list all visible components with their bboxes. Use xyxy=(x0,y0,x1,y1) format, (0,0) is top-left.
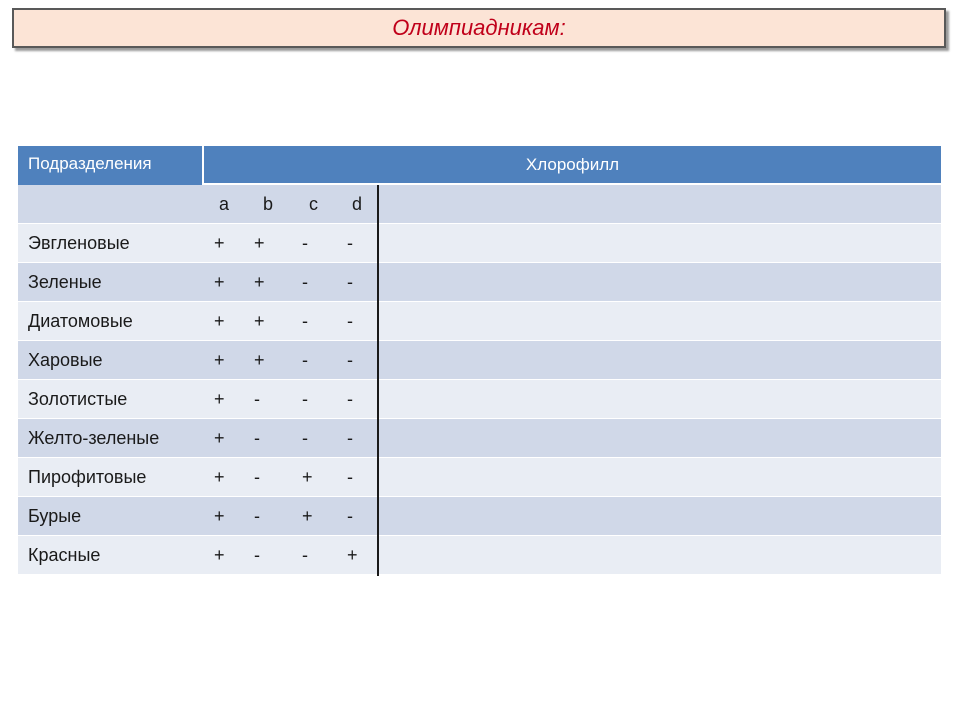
header-divisions: Подразделения xyxy=(18,146,202,223)
chlorophyll-c-value: - xyxy=(302,311,308,331)
division-name: Бурые xyxy=(28,506,82,526)
chlorophyll-b-value: - xyxy=(254,428,260,448)
empty-cell xyxy=(379,263,941,301)
chlorophyll-c-value: - xyxy=(302,350,308,370)
chlorophyll-b-value: - xyxy=(254,389,260,409)
chlorophyll-a-value: + xyxy=(214,350,225,370)
table-row xyxy=(18,458,941,496)
division-name: Зеленые xyxy=(28,272,102,292)
division-name: Красные xyxy=(28,545,101,565)
chlorophyll-d-value: - xyxy=(347,311,353,331)
chlorophyll-b-value: + xyxy=(254,233,265,253)
empty-cell xyxy=(379,536,941,574)
table-row xyxy=(18,302,941,340)
chlorophyll-c-value: - xyxy=(302,545,308,565)
chlorophyll-a-value: + xyxy=(214,428,225,448)
subheader-d: d xyxy=(351,194,362,214)
chlorophyll-d-value: + xyxy=(347,545,358,565)
empty-cell xyxy=(379,380,941,418)
chlorophyll-c-value: - xyxy=(302,428,308,448)
chlorophyll-b-value: + xyxy=(254,272,265,292)
table-row xyxy=(18,536,941,574)
chlorophyll-d-value: - xyxy=(347,272,353,292)
chlorophyll-c-value: + xyxy=(302,467,313,487)
slide-title: Олимпиадникам: xyxy=(392,15,566,40)
chlorophyll-b-value: - xyxy=(254,467,260,487)
chlorophyll-c-value: + xyxy=(302,506,313,526)
empty-cell xyxy=(379,341,941,379)
chlorophyll-d-value: - xyxy=(347,389,353,409)
division-name: Эвгленовые xyxy=(28,233,130,253)
table-row xyxy=(18,224,941,262)
table-row xyxy=(18,497,941,535)
division-name: Харовые xyxy=(28,350,103,370)
table-row xyxy=(18,341,941,379)
empty-cell xyxy=(379,458,941,496)
division-name: Диатомовые xyxy=(28,311,133,331)
chlorophyll-b-value: - xyxy=(254,545,260,565)
chlorophyll-a-value: + xyxy=(214,467,225,487)
subheader-b: b xyxy=(262,194,273,214)
division-name: Желто-зеленые xyxy=(28,428,160,448)
table-row xyxy=(18,419,941,457)
subheader-row xyxy=(18,185,941,223)
chlorophyll-d-value: - xyxy=(347,506,353,526)
empty-cell xyxy=(379,419,941,457)
chlorophyll-a-value: + xyxy=(214,389,225,409)
chlorophyll-b-value: - xyxy=(254,506,260,526)
chlorophyll-c-value: - xyxy=(302,233,308,253)
chlorophyll-d-value: - xyxy=(347,428,353,448)
chlorophyll-c-value: - xyxy=(302,389,308,409)
chlorophyll-a-value: + xyxy=(214,506,225,526)
chlorophyll-d-value: - xyxy=(347,233,353,253)
chlorophyll-a-value: + xyxy=(214,233,225,253)
header-chlorophyll: Хлорофилл xyxy=(204,146,941,183)
empty-cell xyxy=(379,224,941,262)
chlorophyll-c-value: - xyxy=(302,272,308,292)
chlorophyll-b-value: + xyxy=(254,350,265,370)
chlorophyll-d-value: - xyxy=(347,350,353,370)
subheader-a: a xyxy=(218,194,229,214)
empty-cell xyxy=(379,302,941,340)
division-name: Пирофитовые xyxy=(28,467,147,487)
column-divider-line xyxy=(377,185,379,576)
table-row xyxy=(18,380,941,418)
chlorophyll-a-value: + xyxy=(214,545,225,565)
subheader-empty xyxy=(379,185,941,223)
table-row xyxy=(18,263,941,301)
chlorophyll-a-value: + xyxy=(214,311,225,331)
empty-cell xyxy=(379,497,941,535)
chlorophyll-d-value: - xyxy=(347,467,353,487)
chlorophyll-b-value: + xyxy=(254,311,265,331)
slide-title-box xyxy=(12,8,946,48)
subheader-c: c xyxy=(309,194,318,214)
chlorophyll-a-value: + xyxy=(214,272,225,292)
division-name: Золотистые xyxy=(28,389,128,409)
